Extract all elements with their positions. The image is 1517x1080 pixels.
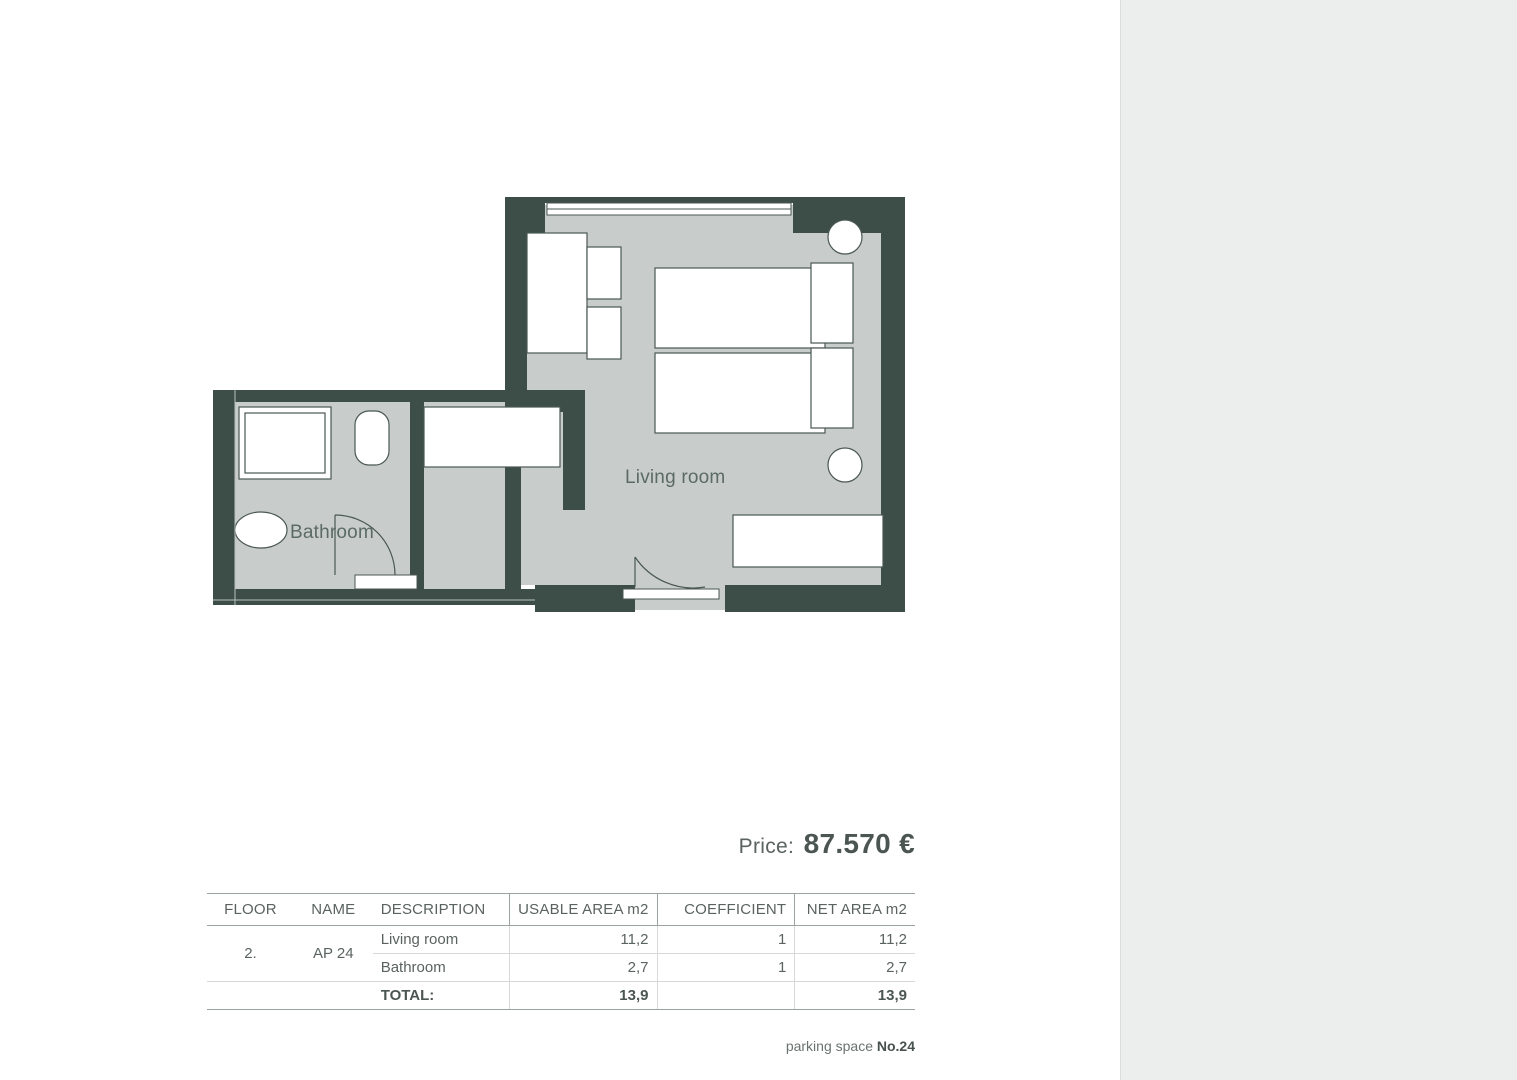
- header-description: DESCRIPTION: [373, 894, 510, 926]
- table-header-row: [207, 894, 915, 926]
- cell-coefficient-2: 1: [657, 954, 795, 982]
- cell-usable-area-2: 2,7: [509, 954, 657, 982]
- parking-space-label: parking space: [785, 1038, 877, 1054]
- cell-total-label: TOTAL:: [373, 982, 510, 1010]
- cell-net-area-1: 11,2: [795, 926, 915, 954]
- cell-total-floor-spacer: [207, 982, 294, 1010]
- table-row: [207, 926, 915, 954]
- cell-description-1: Living room: [373, 926, 510, 954]
- parking-space-number: No.24: [876, 1038, 915, 1054]
- price-value: 87.570 €: [803, 828, 915, 859]
- panel-divider: [1120, 0, 1121, 1080]
- cell-usable-area-1: 11,2: [509, 926, 657, 954]
- parking-space-note: [786, 1038, 915, 1054]
- area-table-body: [207, 926, 915, 1010]
- room-label-living-room: Living room: [625, 467, 726, 488]
- cell-floor: 2.: [207, 926, 294, 982]
- header-name: NAME: [294, 894, 373, 926]
- cell-unit-name: AP 24: [294, 926, 373, 982]
- area-table: [207, 893, 915, 1010]
- cell-description-2: Bathroom: [373, 954, 510, 982]
- cell-total-net-area: 13,9: [795, 982, 915, 1010]
- table-total-row: [207, 982, 915, 1010]
- header-floor: FLOOR: [207, 894, 294, 926]
- cell-net-area-2: 2,7: [795, 954, 915, 982]
- header-coefficient: COEFFICIENT: [657, 894, 795, 926]
- header-net-area: NET AREA m2: [795, 894, 915, 926]
- cell-total-coefficient: [657, 982, 795, 1010]
- cell-total-name-spacer: [294, 982, 373, 1010]
- floorplan-svg: [205, 185, 925, 625]
- price-block: [739, 828, 915, 860]
- area-table-header: [207, 894, 915, 926]
- price-label: Price:: [738, 835, 795, 858]
- header-usable-area: USABLE AREA m2: [509, 894, 657, 926]
- plan-geometry: [213, 197, 905, 612]
- cell-coefficient-1: 1: [657, 926, 795, 954]
- cell-total-usable-area: 13,9: [509, 982, 657, 1010]
- room-label-bathroom: Bathroom: [290, 522, 374, 543]
- floorplan-drawing: [205, 185, 925, 625]
- key-map-panel: [1120, 0, 1517, 1080]
